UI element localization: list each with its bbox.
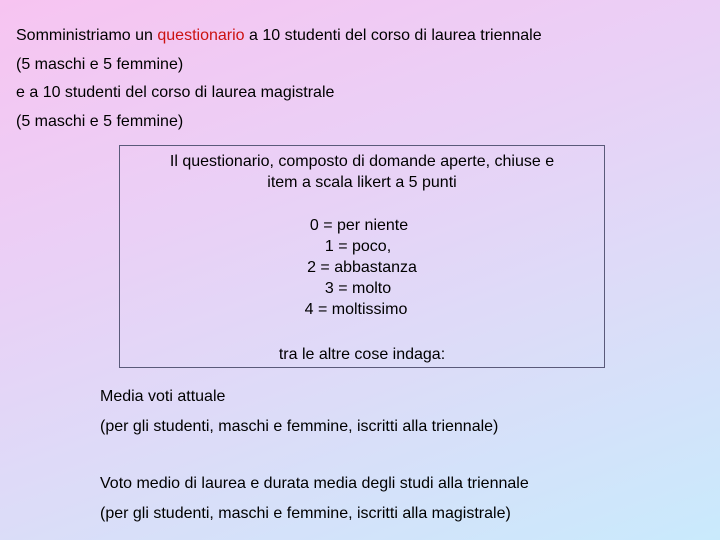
item-1-detail: (per gli studenti, maschi e femmine, iscritti alla triennale) <box>100 418 499 435</box>
box-tail: tra le altre cose indaga: <box>278 346 446 363</box>
intro-line-4: (5 maschi e 5 femmine) <box>16 113 184 130</box>
scale-item-4: 4 = moltissimo <box>304 301 408 318</box>
scale-item-2: 2 = abbastanza <box>307 259 417 276</box>
scale-item-1: 1 = poco, <box>324 238 392 255</box>
intro-line-1 <box>16 26 542 46</box>
intro-line-1-end: a 10 studenti del corso di laurea triennale <box>244 27 542 44</box>
scale-item-0: 0 = per niente <box>309 217 409 234</box>
scale-item-3: 3 = molto <box>324 280 392 297</box>
intro-line-1-start: Somministriamo un <box>16 27 158 44</box>
box-intro-line-2: item a scala likert a 5 punti <box>267 174 457 191</box>
intro-line-2: (5 maschi e 5 femmine) <box>16 56 184 73</box>
questionnaire-box <box>119 145 605 368</box>
item-1-title: Media voti attuale <box>100 388 226 405</box>
item-2-title: Voto medio di laurea e durata media degli studi alla triennale <box>100 475 529 492</box>
intro-line-3: e a 10 studenti del corso di laurea magistrale <box>16 84 335 101</box>
item-2-detail: (per gli studenti, maschi e femmine, iscritti alla magistrale) <box>100 505 511 522</box>
questionario-highlight: questionario <box>157 27 245 44</box>
box-intro <box>120 151 604 193</box>
box-intro-line-1: Il questionario, composto di domande aperte, chiuse e <box>169 153 555 170</box>
likert-scale <box>120 215 604 320</box>
